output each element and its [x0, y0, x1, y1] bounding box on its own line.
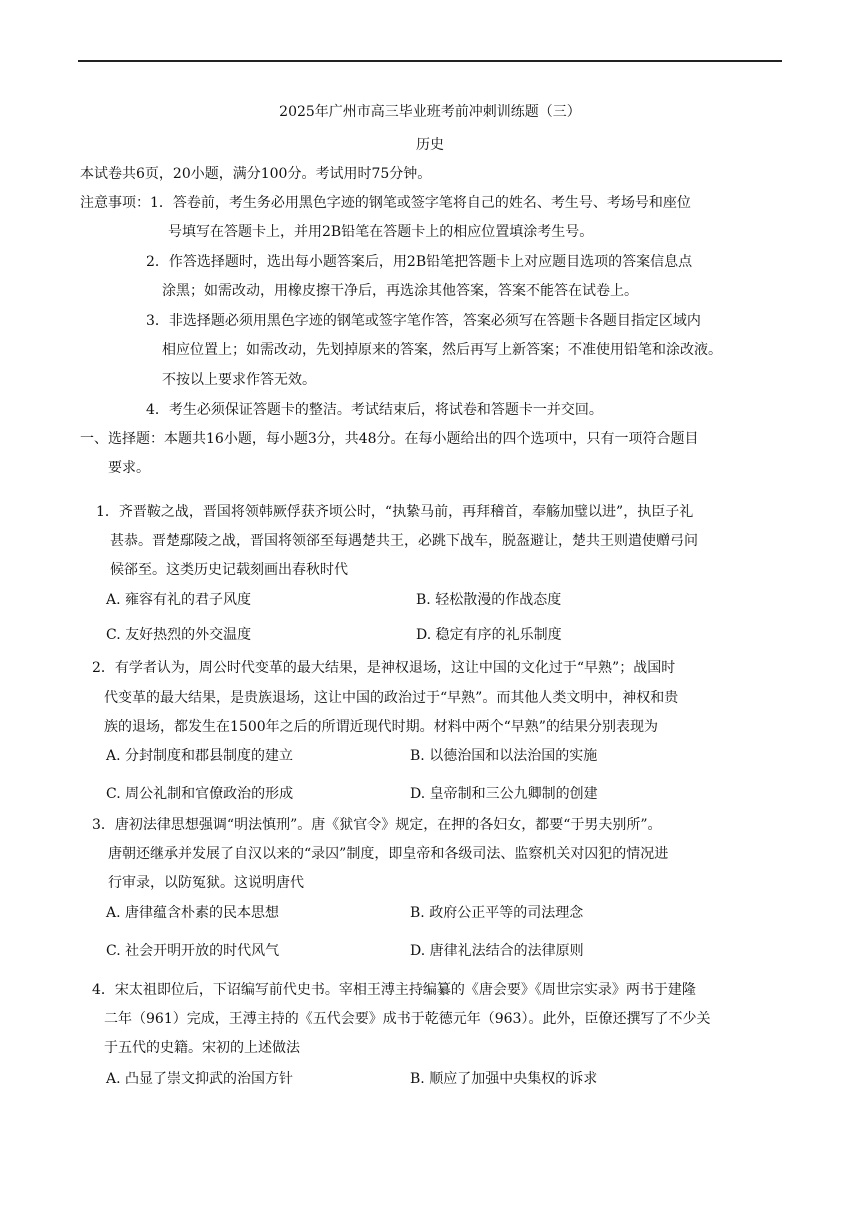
note-1-line-1: 1．答卷前，考生务必用黑色字迹的钢笔或签字笔将自己的姓名、考生号、考场号和座位 — [150, 195, 691, 211]
q3-option-a: A. 唐律蕴含朴素的民本思想 — [106, 905, 280, 921]
exam-title: 2025年广州市高三毕业班考前冲刺训练题（三） — [279, 104, 581, 120]
q1-option-d: D. 稳定有序的礼乐制度 — [416, 627, 562, 643]
q3-stem-line-1: 3．唐初法律思想强调“明法慎刑”。唐《狱官令》规定，在押的各妇女，都要“于男夫别所”。 — [92, 817, 662, 833]
q4-option-b: B. 顺应了加强中央集权的诉求 — [410, 1071, 598, 1087]
q4-stem-line-3: 于五代的史籍。宋初的上述做法 — [104, 1040, 300, 1056]
q4-stem-line-1: 4．宋太祖即位后，下诏编写前代史书。宰相王溥主持编纂的《唐会要》《周世宗实录》两书于建隆 — [92, 982, 696, 998]
q4-option-a: A. 凸显了崇文抑武的治国方针 — [106, 1071, 294, 1087]
q1-option-b: B. 轻松散漫的作战态度 — [416, 592, 562, 608]
notes-label: 注意事项： — [80, 195, 150, 211]
note-3-line-1: 3．非选择题必须用黑色字迹的钢笔或签字笔作答，答案必须写在答题卡各题目指定区域内 — [146, 313, 701, 329]
q3-stem-line-2: 唐朝还继承并发展了自汉以来的“录囚”制度，即皇帝和各级司法、监察机关对囚犯的情况进 — [108, 846, 669, 862]
q1-option-a: A. 雍容有礼的君子风度 — [106, 592, 252, 608]
note-2-line-2: 涂黑；如需改动，用橡皮擦干净后，再选涂其他答案，答案不能答在试卷上。 — [162, 283, 638, 299]
note-1-line-2: 号填写在答题卡上，并用2B铅笔在答题卡上的相应位置填涂考生号。 — [168, 224, 594, 240]
q3-option-d: D. 唐律礼法结合的法律原则 — [410, 943, 584, 959]
note-4: 4．考生必须保证答题卡的整洁。考试结束后，将试卷和答题卡一并交回。 — [146, 402, 603, 418]
header-rule — [78, 60, 782, 62]
q2-stem-line-1: 2．有学者认为，周公时代变革的最大结果，是神权退场，这让中国的文化过于“早熟”；战国时 — [92, 660, 676, 676]
section-heading-cont: 要求。 — [108, 460, 150, 476]
note-3-line-3: 不按以上要求作答无效。 — [162, 372, 316, 388]
note-3-line-2: 相应位置上；如需改动，先划掉原来的答案，然后再写上新答案；不准使用铅笔和涂改液。 — [162, 342, 722, 358]
q2-option-c: C. 周公礼制和官僚政治的形成 — [106, 786, 294, 802]
q2-stem-line-3: 族的退场，都发生在1500年之后的所谓近现代时期。材料中两个“早熟”的结果分别表现为 — [104, 719, 658, 735]
q1-stem-line-2: 甚恭。晋楚鄢陵之战，晋国将领郤至每遇楚共王，必跳下战车，脱盔避让，楚共王则遣使赠弓问 — [110, 533, 698, 549]
q1-stem-line-1: 1．齐晋鞍之战，晋国将领韩厥俘获齐顷公时，“执絷马前，再拜稽首，奉觞加璧以进”，执臣子礼 — [96, 504, 694, 520]
note-2-line-1: 2．作答选择题时，选出每小题答案后，用2B铅笔把答题卡上对应题目选项的答案信息点 — [146, 254, 693, 270]
q1-option-c: C. 友好热烈的外交温度 — [106, 627, 252, 643]
q2-option-b: B. 以德治国和以法治国的实施 — [410, 748, 598, 764]
q4-stem-line-2: 二年（961）完成，王溥主持的《五代会要》成书于乾德元年（963）。此外，臣僚还撰写了不少关 — [104, 1011, 711, 1027]
q3-option-c: C. 社会开明开放的时代风气 — [106, 943, 280, 959]
q1-stem-line-3: 候郤至。这类历史记载刻画出春秋时代 — [110, 562, 348, 578]
q2-option-a: A. 分封制度和郡县制度的建立 — [106, 748, 294, 764]
subject-title: 历史 — [416, 137, 444, 153]
q2-stem-line-2: 代变革的最大结果，是贵族退场，这让中国的政治过于“早熟”。而其他人类文明中，神权和贵 — [104, 690, 679, 706]
q2-option-d: D. 皇帝制和三公九卿制的创建 — [410, 786, 598, 802]
section-heading: 一、选择题：本题共16小题，每小题3分，共48分。在每小题给出的四个选项中，只有一项符合题目 — [80, 431, 699, 447]
q3-option-b: B. 政府公正平等的司法理念 — [410, 905, 584, 921]
q3-stem-line-3: 行审录，以防冤狱。这说明唐代 — [108, 875, 304, 891]
exam-intro: 本试卷共6页，20小题，满分100分。考试用时75分钟。 — [80, 166, 432, 182]
